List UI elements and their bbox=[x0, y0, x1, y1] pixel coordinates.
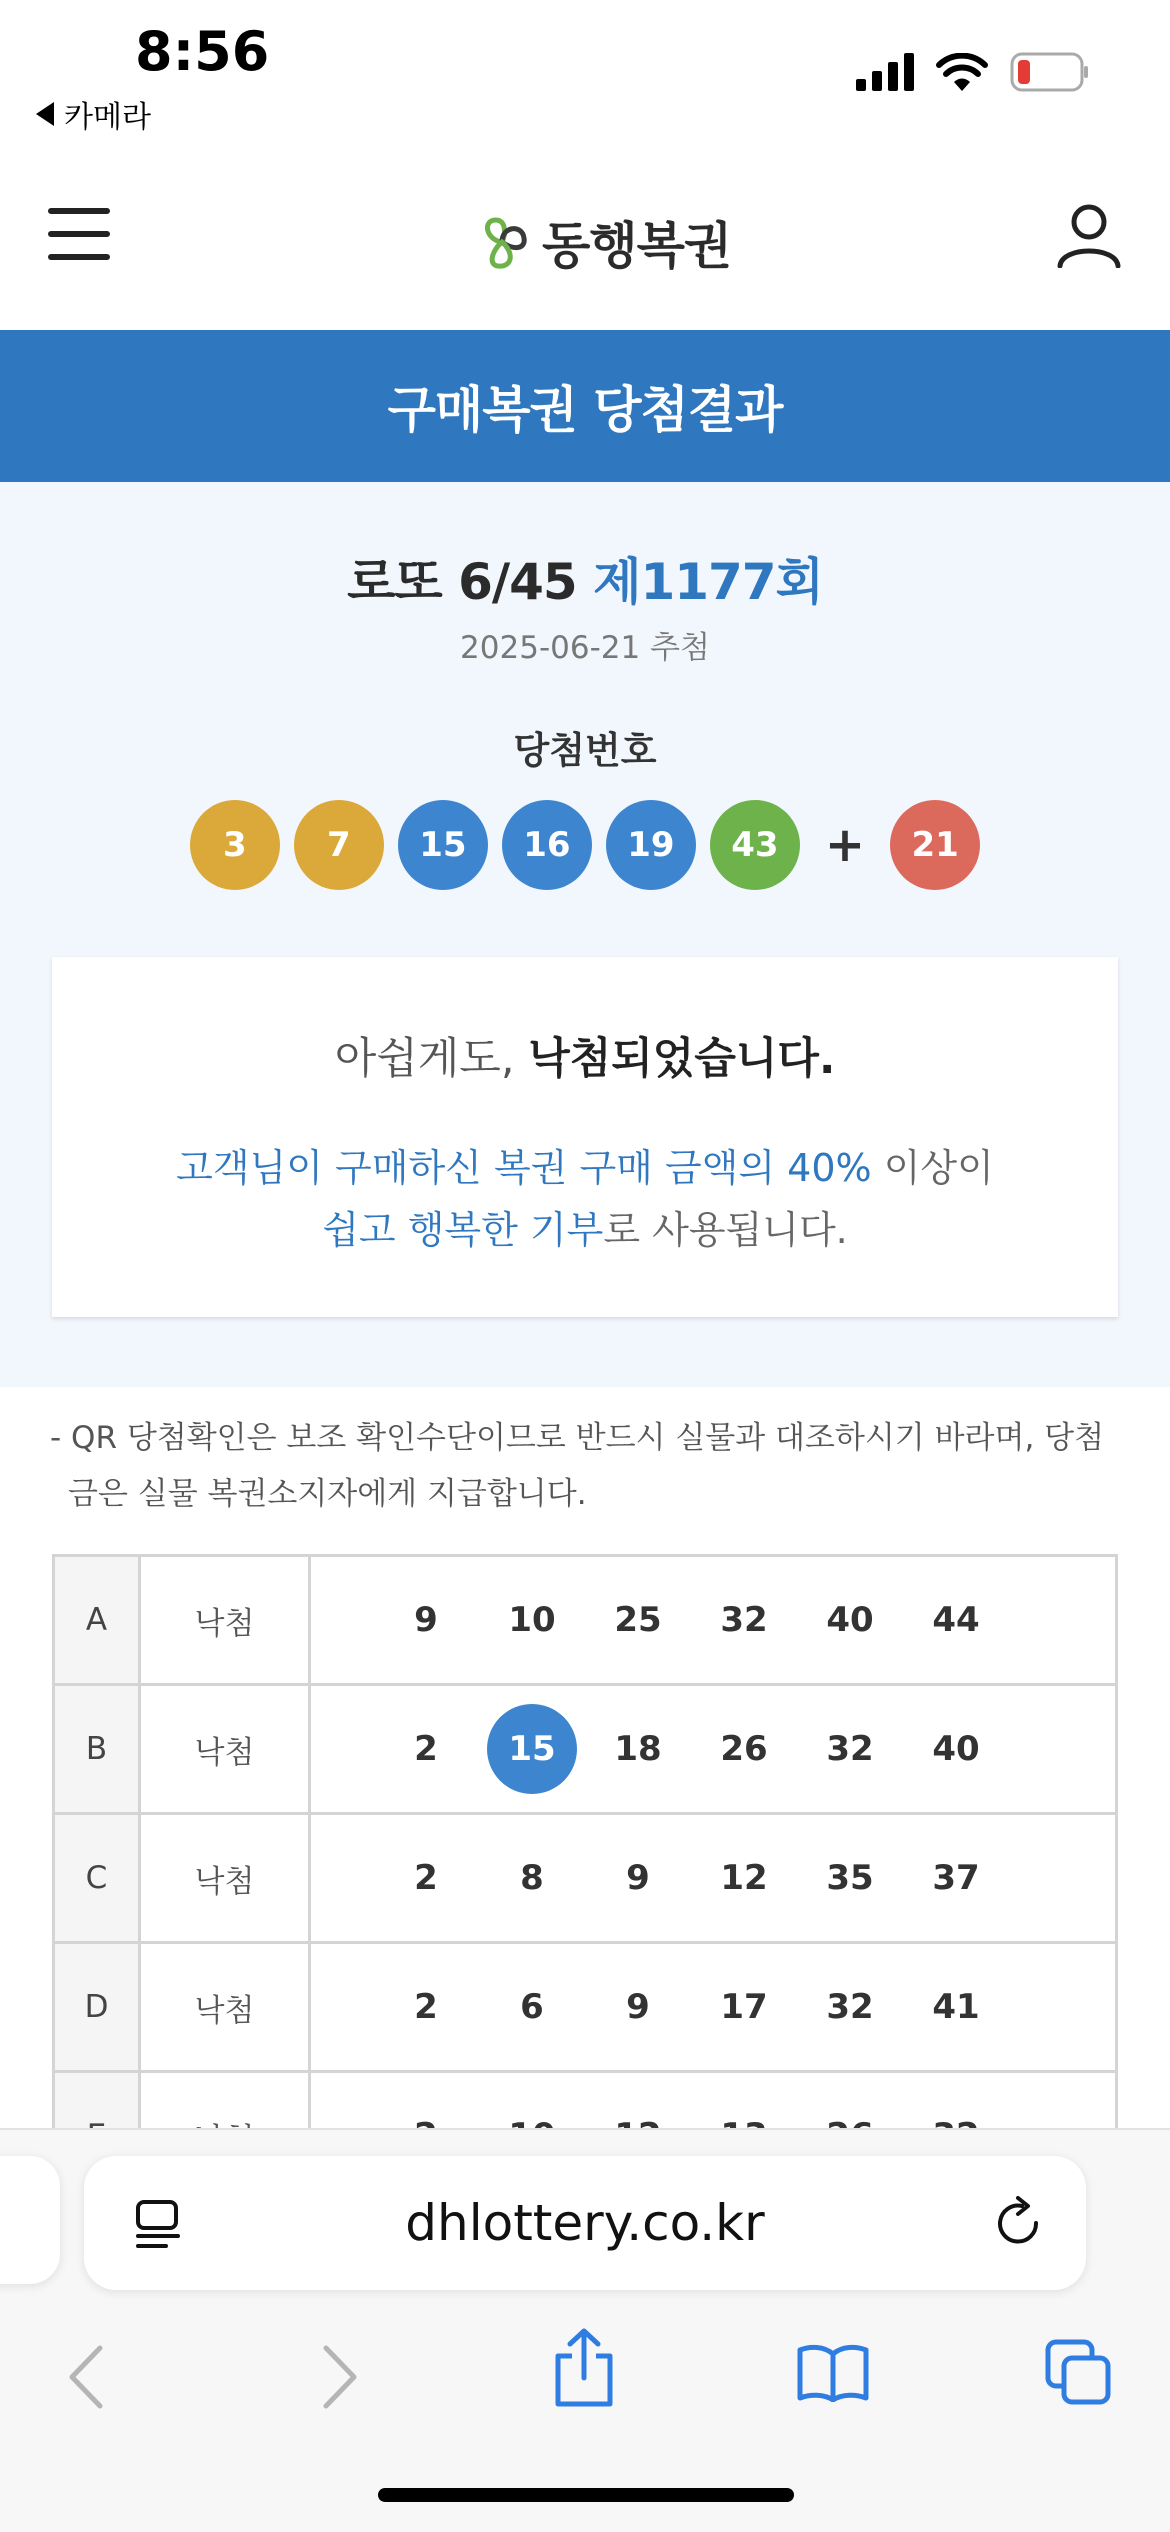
signal-icon bbox=[856, 53, 914, 91]
ticket-game-label: A bbox=[54, 1556, 140, 1685]
status-time: 8:56 bbox=[135, 20, 270, 83]
donation-text-2: 로 사용됩니다. bbox=[603, 1208, 848, 1252]
back-to-app-link[interactable] bbox=[36, 92, 151, 136]
ticket-result: 낙첨 bbox=[140, 1943, 310, 2072]
bookmarks-icon[interactable] bbox=[796, 2342, 870, 2402]
round-number: 제1177회 bbox=[593, 553, 823, 611]
qr-notice: - QR 당첨확인은 보조 확인수단이므로 반드시 실물과 대조하시기 바라며, 당첨금은 실물 복권소지자에게 지급합니다. bbox=[50, 1420, 1105, 1512]
ticket-numbers bbox=[381, 1833, 1115, 1923]
ticket-number: 32 bbox=[720, 1600, 768, 1640]
round-title bbox=[0, 542, 1170, 614]
ticket-results-table bbox=[52, 1554, 1118, 2202]
ticket-number: 35 bbox=[826, 1858, 874, 1898]
ticket-numbers-cell bbox=[310, 1685, 1117, 1814]
url-text: dhlottery.co.kr bbox=[405, 2194, 765, 2252]
site-header bbox=[0, 150, 1170, 330]
ticket-number: 10 bbox=[508, 1600, 556, 1640]
user-icon[interactable] bbox=[1056, 202, 1122, 268]
ticket-number: 8 bbox=[520, 1858, 544, 1898]
winning-number-ball: 7 bbox=[294, 800, 384, 890]
winning-numbers-label: 당첨번호 bbox=[513, 729, 657, 772]
donation-message-line1 bbox=[52, 1137, 1118, 1192]
ticket-numbers-cell bbox=[310, 1943, 1117, 2072]
browser-toolbar bbox=[0, 2322, 1170, 2432]
ticket-numbers bbox=[381, 1575, 1115, 1665]
home-indicator bbox=[378, 2488, 794, 2502]
bonus-number-ball: 21 bbox=[890, 800, 980, 890]
ticket-row bbox=[54, 1943, 1117, 2072]
donation-text-1: 이상이 bbox=[871, 1146, 994, 1190]
winning-number-ball: 43 bbox=[710, 800, 800, 890]
ticket-number: 12 bbox=[720, 1858, 768, 1898]
status-icons bbox=[856, 52, 1090, 92]
ticket-number: 9 bbox=[626, 1987, 650, 2027]
ticket-result: 낙첨 bbox=[140, 1556, 310, 1685]
forward-icon[interactable] bbox=[320, 2344, 360, 2410]
ticket-row bbox=[54, 1556, 1117, 1685]
page-title-banner bbox=[0, 330, 1170, 482]
winning-number-ball: 15 bbox=[398, 800, 488, 890]
matched-number-ball: 15 bbox=[487, 1704, 577, 1794]
logo-text: 동행복권 bbox=[542, 217, 732, 275]
ticket-result: 낙첨 bbox=[140, 1685, 310, 1814]
ticket-numbers bbox=[381, 1704, 1115, 1794]
ticket-number: 32 bbox=[826, 1987, 874, 2027]
ticket-number: 2 bbox=[414, 1987, 438, 2027]
winning-numbers bbox=[0, 800, 1170, 890]
ticket-number: 6 bbox=[520, 1987, 544, 2027]
reload-icon[interactable] bbox=[992, 2196, 1046, 2250]
donation-message-line2 bbox=[52, 1199, 1118, 1254]
game-name: 로또 6/45 bbox=[347, 553, 577, 611]
ticket-number: 2 bbox=[414, 1729, 438, 1769]
page-title: 구매복권 당첨결과 bbox=[387, 381, 783, 439]
draw-date: 2025-06-21 추첨 bbox=[460, 630, 710, 666]
winning-number-ball: 16 bbox=[502, 800, 592, 890]
ticket-number: 40 bbox=[826, 1600, 874, 1640]
ticket-numbers-cell bbox=[310, 1556, 1117, 1685]
address-bar[interactable] bbox=[84, 2156, 1086, 2290]
ticket-number: 9 bbox=[414, 1600, 438, 1640]
donation-highlight-1: 고객님이 구매하신 복권 구매 금액의 40% bbox=[176, 1146, 872, 1190]
bonus-plus-sign: + bbox=[824, 817, 866, 873]
ticket-number: 32 bbox=[826, 1729, 874, 1769]
ticket-number: 17 bbox=[720, 1987, 768, 2027]
ticket-number: 9 bbox=[626, 1858, 650, 1898]
share-icon[interactable] bbox=[552, 2328, 616, 2408]
back-icon[interactable] bbox=[66, 2344, 106, 2410]
ticket-number: 44 bbox=[932, 1600, 980, 1640]
menu-icon[interactable] bbox=[48, 208, 110, 260]
result-message-prefix: 아쉽게도, bbox=[334, 1034, 529, 1084]
battery-icon bbox=[1010, 52, 1090, 92]
ticket-number: 25 bbox=[614, 1600, 662, 1640]
tabs-icon[interactable] bbox=[1044, 2338, 1114, 2408]
winning-number-ball: 19 bbox=[606, 800, 696, 890]
ticket-number: 26 bbox=[720, 1729, 768, 1769]
result-message bbox=[52, 1025, 1118, 1086]
draw-result-section bbox=[0, 482, 1170, 1387]
ticket-number: 2 bbox=[414, 1858, 438, 1898]
winning-number-ball: 3 bbox=[190, 800, 280, 890]
ticket-game-label: C bbox=[54, 1814, 140, 1943]
status-bar bbox=[0, 0, 1170, 150]
result-message-card bbox=[52, 957, 1118, 1317]
browser-bottom-bar bbox=[0, 2128, 1170, 2532]
ticket-result: 낙첨 bbox=[140, 1814, 310, 1943]
clover-logo-icon bbox=[472, 212, 532, 272]
ticket-numbers-cell bbox=[310, 1814, 1117, 1943]
back-triangle-icon bbox=[36, 102, 54, 126]
ticket-number: 18 bbox=[614, 1729, 662, 1769]
ticket-game-label: D bbox=[54, 1943, 140, 2072]
previous-tab-card[interactable] bbox=[0, 2156, 60, 2284]
ticket-row bbox=[54, 1814, 1117, 1943]
result-message-status: 낙첨되었습니다. bbox=[528, 1034, 836, 1084]
ticket-number: 41 bbox=[932, 1987, 980, 2027]
ticket-number: 37 bbox=[932, 1858, 980, 1898]
donation-highlight-2: 쉽고 행복한 기부 bbox=[322, 1208, 604, 1252]
back-app-label: 카메라 bbox=[64, 100, 151, 135]
ticket-numbers bbox=[381, 1962, 1115, 2052]
ticket-number: 40 bbox=[932, 1729, 980, 1769]
ticket-row bbox=[54, 1685, 1117, 1814]
wifi-icon bbox=[936, 53, 988, 91]
ticket-game-label: B bbox=[54, 1685, 140, 1814]
site-logo[interactable] bbox=[472, 206, 731, 278]
